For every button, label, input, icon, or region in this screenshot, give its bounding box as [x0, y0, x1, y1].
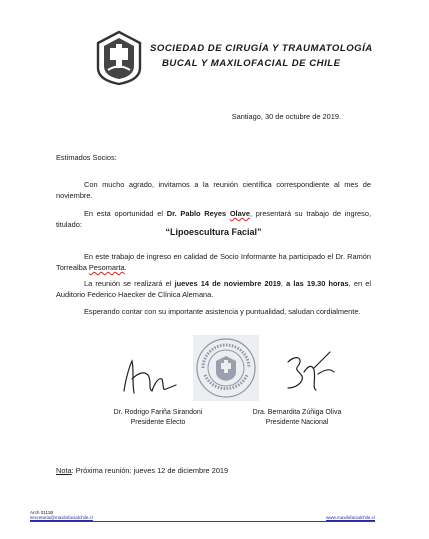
meeting-time: a las 19.30 horas [286, 279, 349, 288]
meeting-date: jueves 14 de noviembre 2019 [174, 279, 281, 288]
paragraph-invitation: Con mucho agrado, invitamos a la reunión científica correspondiente al mes de noviembre. [56, 180, 371, 200]
letter-date: Santiago, 30 de octubre de 2019. [231, 112, 341, 121]
presenter-intro: En esta oportunidad el [84, 209, 167, 218]
greeting: Estimados Socios: [56, 153, 117, 162]
society-logo [94, 30, 144, 86]
presenter-name: Dr. Pablo Reyes Olave [166, 209, 250, 218]
organization-name-line2: BUCAL Y MAXILOFACIAL DE CHILE [162, 58, 341, 69]
informant-name-spellcheck: Pesomarta [88, 263, 125, 272]
presenter-outro: , presentará su trabajo de ingreso, titulado: [56, 209, 371, 229]
signer-block [88, 408, 228, 428]
signer-block [232, 408, 362, 428]
talk-title: “Lipoescultura Facial” [165, 227, 262, 237]
organization-name [150, 41, 400, 71]
next-meeting-note [56, 466, 228, 475]
signer-role: Presidente Electo [130, 419, 186, 426]
archive-reference: Arch 0111B [30, 510, 54, 515]
society-stamp [193, 335, 259, 401]
signature-zuniga [278, 348, 338, 396]
signer-name: Dr. Rodrigo Fariña Sirandoni [113, 409, 203, 416]
organization-name-line1: SOCIEDAD DE CIRUGÍA Y TRAUMATOLOGÍA [150, 43, 373, 54]
signature-farina [118, 355, 180, 397]
note-text: : Próxima reunión: jueves 12 de diciembre 2019 [71, 466, 229, 475]
paragraph-schedule: La reunión se realizará el jueves 14 de noviembre 2019, a las 19.30 horas, en el Auditorio Federico Haecker de Clínica Alemana. [56, 279, 371, 299]
paragraph-informant: En este trabajo de ingreso en calidad de Socio Informante ha participado el Dr. Ramón Torrealba Pesomarta. [56, 252, 371, 272]
signer-name: Dra. Bernardita Zúñiga Oliva [252, 409, 342, 416]
signer-role: Presidente Nacional [265, 419, 329, 426]
paragraph-closing: Esperando contar con su importante asistencia y puntualidad, saludan cordialmente. [84, 307, 361, 316]
presenter-name-spellcheck: Olave [229, 209, 250, 218]
email-link[interactable]: secretaria@maxilofacialchile.cl [30, 515, 93, 520]
website-link[interactable]: www.maxilofacialchile.cl [325, 515, 375, 520]
letter-footer [30, 510, 375, 522]
note-label: Nota [56, 466, 72, 475]
